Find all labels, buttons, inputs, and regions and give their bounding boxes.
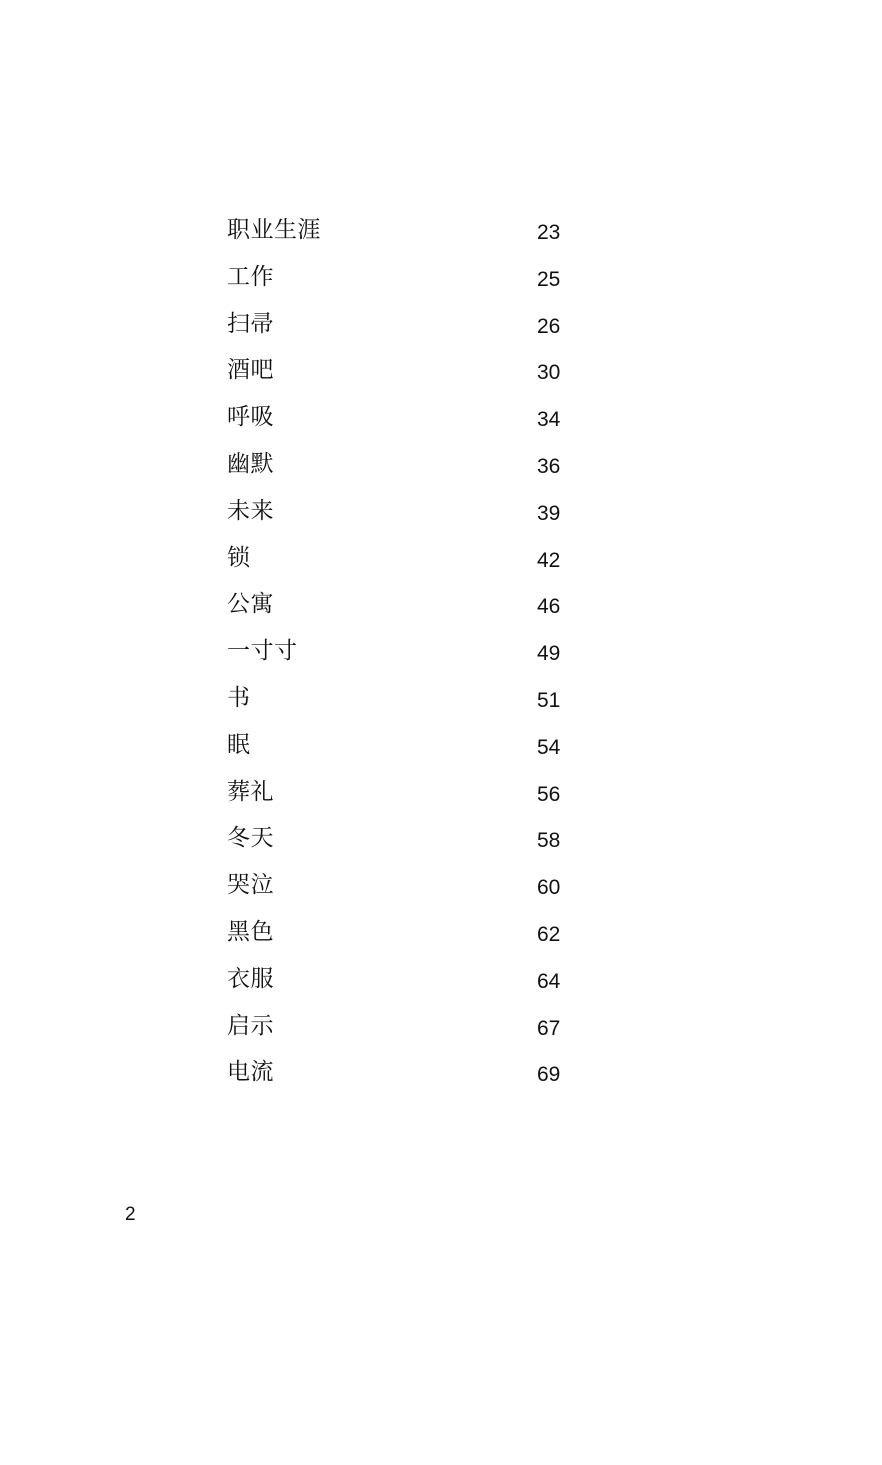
toc-entry-page: 34 bbox=[537, 408, 561, 432]
toc-entry-page: 58 bbox=[537, 829, 561, 853]
toc-entry-title: 工作 bbox=[227, 263, 274, 290]
toc-entry-page: 39 bbox=[537, 501, 561, 525]
toc-entry-page: 42 bbox=[537, 548, 561, 572]
toc-entry-page: 69 bbox=[537, 1063, 561, 1087]
toc-entry-title: 酒吧 bbox=[227, 357, 274, 384]
toc-entry[interactable] bbox=[227, 445, 587, 492]
toc-entry-page: 25 bbox=[537, 267, 561, 291]
toc-entry-title: 锁 bbox=[227, 544, 251, 571]
toc-entry[interactable] bbox=[227, 632, 587, 679]
toc-entry[interactable] bbox=[227, 866, 587, 913]
toc-entry-title: 启示 bbox=[227, 1012, 274, 1039]
toc-entry[interactable] bbox=[227, 585, 587, 632]
toc-entry[interactable] bbox=[227, 773, 587, 820]
toc-entry-title: 未来 bbox=[227, 497, 274, 524]
toc-entry[interactable] bbox=[227, 492, 587, 539]
toc-entry-title: 电流 bbox=[227, 1059, 274, 1086]
toc-entry-page: 49 bbox=[537, 642, 561, 666]
toc-entry-page: 56 bbox=[537, 782, 561, 806]
toc-entry[interactable] bbox=[227, 539, 587, 586]
toc-entry-page: 23 bbox=[537, 221, 561, 244]
toc-entry-title: 冬天 bbox=[227, 825, 274, 852]
toc-entry[interactable] bbox=[227, 305, 587, 352]
toc-entry-page: 67 bbox=[537, 1016, 561, 1040]
toc-entry-title: 一寸寸 bbox=[227, 638, 298, 665]
toc-entry-title: 公寓 bbox=[227, 591, 274, 618]
toc-entry-title: 眠 bbox=[227, 731, 251, 758]
toc-entry[interactable] bbox=[227, 1007, 587, 1054]
toc-entry-page: 30 bbox=[537, 361, 561, 385]
toc-entry-page: 46 bbox=[537, 595, 561, 619]
toc-entry[interactable] bbox=[227, 1053, 587, 1100]
toc-entry-title: 扫帚 bbox=[227, 310, 274, 337]
toc-entry-title: 书 bbox=[227, 684, 251, 711]
toc-entry-title: 黑色 bbox=[227, 918, 274, 945]
toc-entry[interactable] bbox=[227, 398, 587, 445]
toc-entry-title: 衣服 bbox=[227, 965, 274, 992]
toc-entry[interactable] bbox=[227, 258, 587, 305]
toc-entry[interactable] bbox=[227, 679, 587, 726]
toc-entry-title: 哭泣 bbox=[227, 872, 274, 899]
toc-entry-page: 54 bbox=[537, 735, 561, 759]
toc-entry-page: 36 bbox=[537, 454, 561, 478]
toc-entry-page: 26 bbox=[537, 314, 561, 338]
toc-entry-title: 葬礼 bbox=[227, 778, 274, 805]
toc-entry-page: 51 bbox=[537, 688, 561, 712]
toc-entry[interactable] bbox=[227, 819, 587, 866]
toc-entry-page: 62 bbox=[537, 922, 561, 946]
toc-entry[interactable] bbox=[227, 913, 587, 960]
page-number: 2 bbox=[125, 1204, 136, 1225]
toc-entry-page: 64 bbox=[537, 969, 561, 993]
toc-entry-title: 呼吸 bbox=[227, 404, 274, 431]
toc-entry-title: 幽默 bbox=[227, 450, 274, 477]
toc-entry[interactable] bbox=[227, 960, 587, 1007]
toc-entry-page: 60 bbox=[537, 876, 561, 900]
table-of-contents bbox=[227, 211, 587, 1100]
toc-entry[interactable] bbox=[227, 726, 587, 773]
toc-entry[interactable] bbox=[227, 351, 587, 398]
toc-entry-title: 职业生涯 bbox=[227, 217, 321, 243]
toc-entry[interactable] bbox=[227, 211, 587, 258]
